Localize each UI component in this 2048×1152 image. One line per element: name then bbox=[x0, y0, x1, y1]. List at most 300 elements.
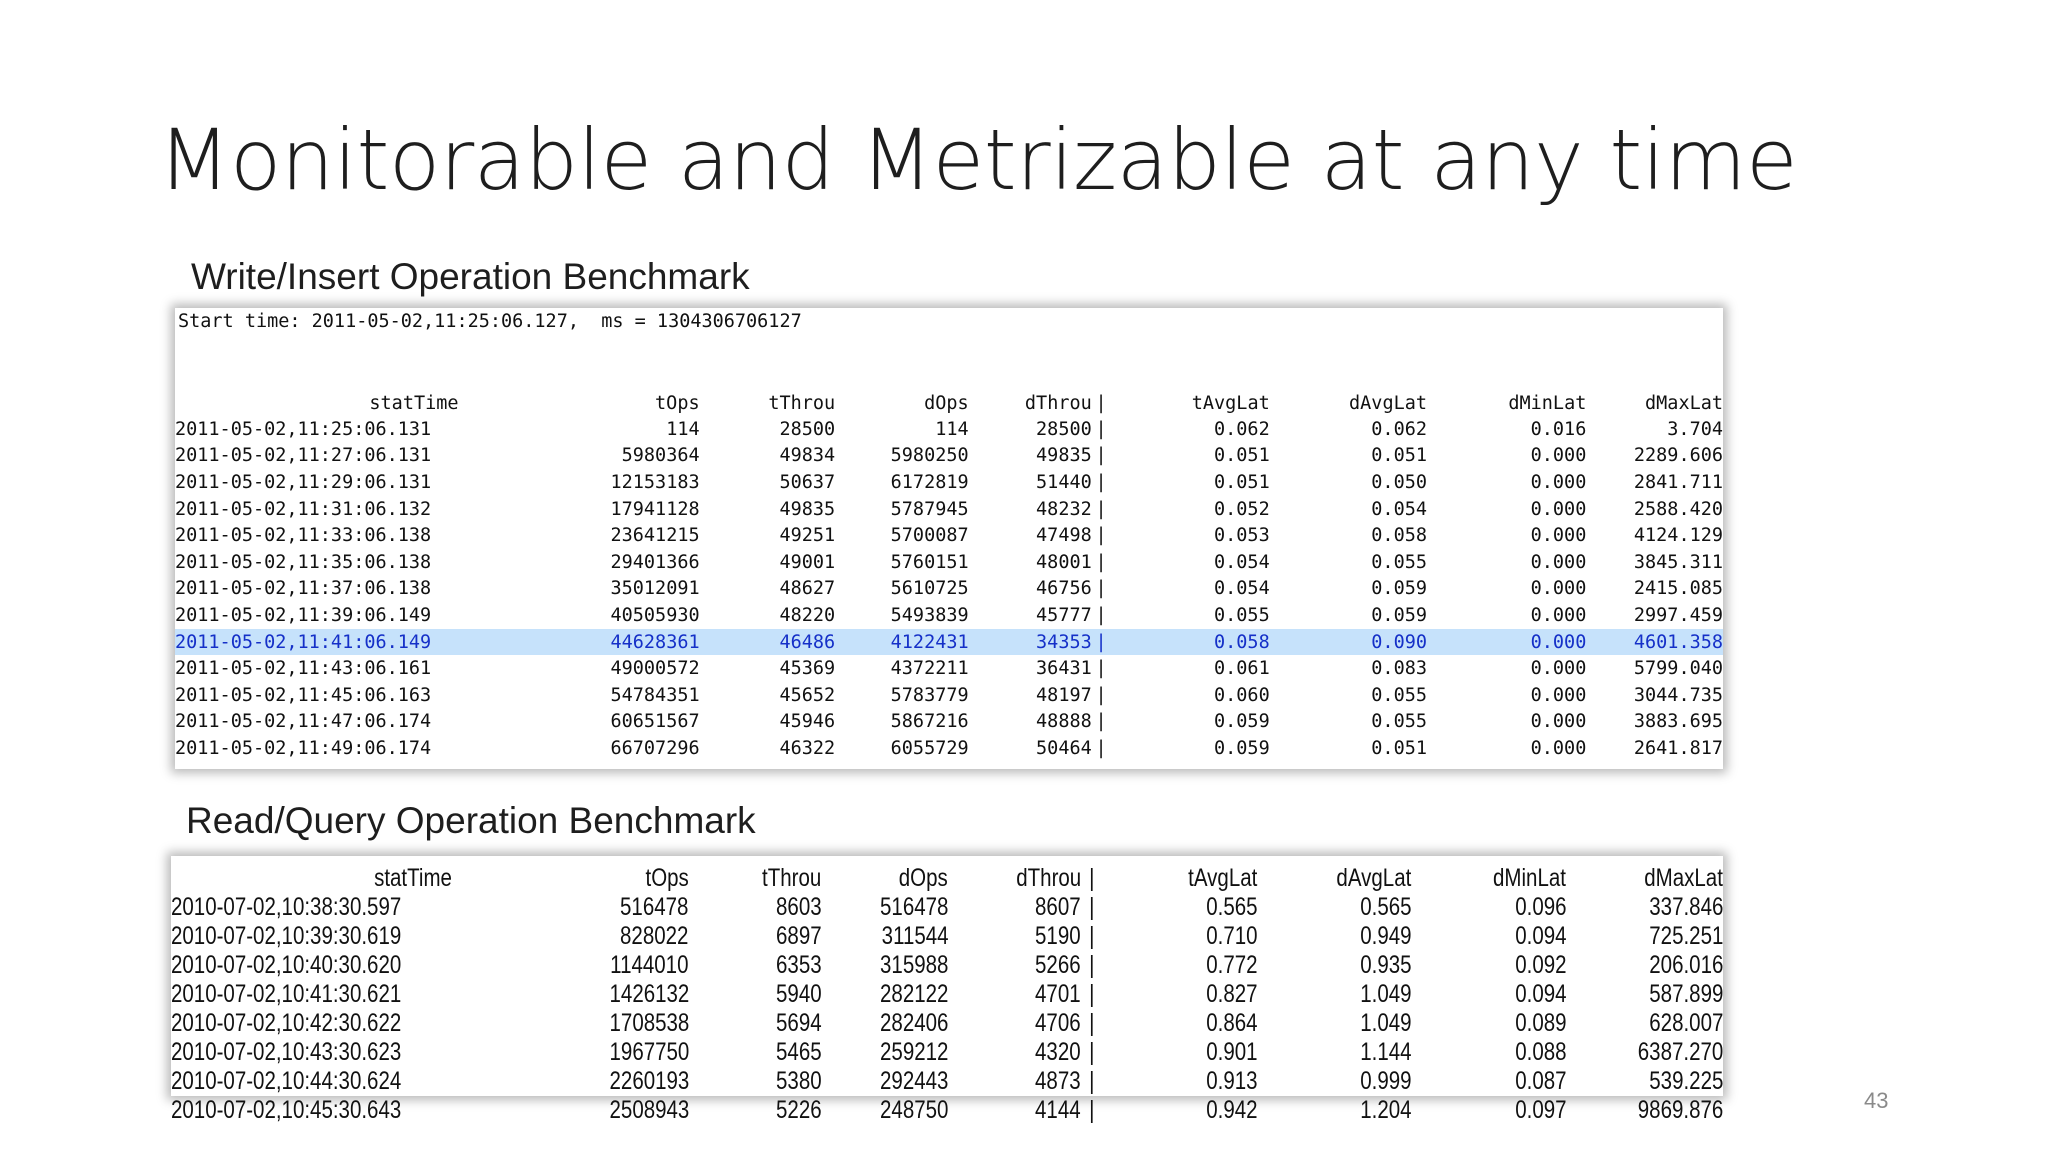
write-cell-text: 0.000 bbox=[1530, 445, 1587, 467]
write-table-cell bbox=[175, 549, 459, 576]
write-cell-text: 5980364 bbox=[621, 445, 700, 467]
read-table-cell bbox=[1412, 922, 1567, 951]
read-cell-text: 587.899 bbox=[1648, 980, 1723, 1008]
write-cell-text: | bbox=[1095, 498, 1107, 520]
read-table-cell bbox=[1412, 1096, 1567, 1125]
write-cell-text: 0.060 bbox=[1214, 684, 1270, 706]
write-cell-text: 45369 bbox=[779, 658, 836, 680]
write-table-cell bbox=[175, 469, 459, 496]
read-table-cell bbox=[1103, 893, 1258, 922]
write-table-cell bbox=[969, 629, 1092, 656]
read-cell-text: 311544 bbox=[881, 922, 949, 950]
write-table-cell bbox=[1586, 496, 1723, 523]
write-cell-text: 114 bbox=[935, 418, 969, 440]
read-table-cell bbox=[821, 1096, 948, 1125]
write-table-cell bbox=[835, 576, 968, 603]
write-cell-text: 2011-05-02,11:27:06.131 bbox=[175, 445, 432, 467]
write-cell-text: 0.000 bbox=[1530, 711, 1587, 733]
write-cell-text: 0.061 bbox=[1214, 658, 1270, 680]
read-table-cell bbox=[821, 1038, 948, 1067]
read-table-cell bbox=[1566, 1096, 1723, 1125]
read-cell-text: | bbox=[1089, 951, 1095, 979]
write-cell-text: 2588.420 bbox=[1633, 498, 1723, 520]
write-table-cell bbox=[835, 496, 968, 523]
read-cell-text: 248750 bbox=[879, 1096, 949, 1124]
write-table-cell bbox=[1110, 496, 1269, 523]
write-table-cell bbox=[1427, 709, 1586, 736]
write-cell-text: 0.051 bbox=[1371, 737, 1427, 759]
write-table-cell bbox=[459, 735, 700, 762]
read-cell-text: 5226 bbox=[775, 1096, 822, 1124]
write-cell-text: 2011-05-02,11:35:06.138 bbox=[175, 551, 432, 573]
read-cell-text: 282406 bbox=[879, 1009, 949, 1037]
write-cell-text: | bbox=[1095, 418, 1107, 440]
read-cell-text: | bbox=[1089, 980, 1095, 1008]
read-table-cell bbox=[452, 1038, 689, 1067]
write-table-cell bbox=[1586, 443, 1723, 470]
write-cell-text: | bbox=[1095, 525, 1107, 547]
write-table-cell bbox=[1110, 576, 1269, 603]
write-table-row bbox=[175, 549, 1723, 576]
write-cell-text: 3.704 bbox=[1667, 418, 1723, 440]
read-table-row bbox=[171, 1067, 1723, 1096]
read-col-header-label: dThrou bbox=[1015, 864, 1081, 892]
write-col-header-label: tOps bbox=[655, 392, 700, 414]
read-cell-text: 5190 bbox=[1035, 922, 1081, 950]
write-cell-text: 48627 bbox=[779, 578, 836, 600]
write-table-cell bbox=[1270, 549, 1427, 576]
write-table-cell bbox=[969, 709, 1092, 736]
write-cell-text: 2011-05-02,11:43:06.161 bbox=[175, 658, 432, 680]
read-col-header bbox=[689, 864, 822, 893]
read-table-cell bbox=[1412, 1038, 1567, 1067]
write-cell-text: 0.052 bbox=[1214, 498, 1270, 520]
read-table-cell bbox=[1257, 951, 1412, 980]
read-cell-text: | bbox=[1089, 1009, 1095, 1037]
slide-title: Monitorable and Metrizable at any time bbox=[158, 111, 1798, 209]
write-table-cell bbox=[1110, 443, 1269, 470]
write-table-cell bbox=[1092, 443, 1111, 470]
write-cell-text: 2289.606 bbox=[1633, 445, 1723, 467]
read-col-header-label: dOps bbox=[899, 864, 949, 892]
read-cell-text: 0.087 bbox=[1514, 1067, 1567, 1095]
read-cell-text: 259212 bbox=[879, 1038, 949, 1066]
read-benchmark-screenshot bbox=[171, 856, 1723, 1124]
write-table-cell bbox=[1586, 469, 1723, 496]
read-table-cell bbox=[1566, 1038, 1723, 1067]
write-cell-text: 45946 bbox=[779, 711, 836, 733]
read-table-cell bbox=[1566, 893, 1723, 922]
read-table-cell bbox=[1412, 980, 1567, 1009]
read-table-cell bbox=[171, 1096, 452, 1125]
read-cell-text: 2010-07-02,10:45:30.643 bbox=[171, 1096, 402, 1124]
write-cell-text: 46486 bbox=[779, 631, 836, 653]
read-col-header bbox=[948, 864, 1081, 893]
write-table-cell bbox=[1270, 655, 1427, 682]
write-table-row bbox=[175, 522, 1723, 549]
read-cell-text: 2010-07-02,10:40:30.620 bbox=[171, 951, 402, 979]
write-cell-text: 3044.735 bbox=[1633, 684, 1723, 706]
write-table-cell bbox=[700, 682, 836, 709]
read-col-header-label: dAvgLat bbox=[1336, 864, 1412, 892]
write-cell-text: | bbox=[1095, 711, 1107, 733]
read-cell-text: 0.949 bbox=[1360, 922, 1412, 950]
write-cell-text: 0.083 bbox=[1371, 658, 1427, 680]
read-cell-text: 5380 bbox=[775, 1067, 822, 1095]
write-cell-text: 17941128 bbox=[610, 498, 700, 520]
read-cell-text: 2010-07-02,10:41:30.621 bbox=[171, 980, 402, 1008]
write-table-row bbox=[175, 682, 1723, 709]
write-table-cell bbox=[175, 735, 459, 762]
write-table-cell bbox=[459, 416, 700, 443]
read-table-cell bbox=[1412, 1009, 1567, 1038]
read-cell-text: 828022 bbox=[620, 922, 689, 950]
write-cell-text: 5610725 bbox=[890, 578, 969, 600]
write-table-cell bbox=[1110, 735, 1269, 762]
write-table-cell bbox=[835, 443, 968, 470]
write-col-header-label: tAvgLat bbox=[1191, 392, 1270, 414]
read-table-cell bbox=[1081, 893, 1103, 922]
read-col-header bbox=[1081, 864, 1103, 893]
read-cell-text: 1708538 bbox=[609, 1009, 689, 1037]
write-table-cell bbox=[1586, 576, 1723, 603]
read-table-cell bbox=[1103, 922, 1258, 951]
read-table-cell bbox=[821, 1067, 948, 1096]
read-cell-text: 0.565 bbox=[1205, 893, 1258, 921]
read-table-cell bbox=[171, 893, 452, 922]
read-col-header-label: tThrou bbox=[762, 864, 822, 892]
read-table-cell bbox=[1412, 951, 1567, 980]
write-table-cell bbox=[1427, 629, 1586, 656]
read-cell-text: 0.092 bbox=[1514, 951, 1567, 979]
read-cell-text: 0.942 bbox=[1205, 1096, 1258, 1124]
write-cell-text: 5867216 bbox=[890, 711, 969, 733]
read-table-cell bbox=[948, 1096, 1081, 1125]
write-table-cell bbox=[459, 443, 700, 470]
write-table-cell bbox=[1586, 416, 1723, 443]
write-table-cell bbox=[1427, 549, 1586, 576]
write-table-cell bbox=[1427, 682, 1586, 709]
read-cell-text: 0.094 bbox=[1514, 922, 1567, 950]
read-cell-text: 0.088 bbox=[1514, 1038, 1567, 1066]
write-cell-text: 2011-05-02,11:37:06.138 bbox=[175, 578, 432, 600]
write-col-header bbox=[969, 390, 1092, 416]
write-table-cell bbox=[1270, 629, 1427, 656]
write-table-cell bbox=[700, 522, 836, 549]
write-cell-text: 0.000 bbox=[1530, 684, 1587, 706]
read-col-header bbox=[821, 864, 948, 893]
read-cell-text: 0.096 bbox=[1514, 893, 1567, 921]
write-table-cell bbox=[835, 735, 968, 762]
write-cell-text: 45652 bbox=[779, 684, 836, 706]
write-table-cell bbox=[1270, 682, 1427, 709]
write-table-cell bbox=[1092, 496, 1111, 523]
write-table-cell bbox=[1270, 496, 1427, 523]
read-cell-text: 1.144 bbox=[1360, 1038, 1412, 1066]
write-cell-text: 4601.358 bbox=[1633, 631, 1723, 653]
write-col-header bbox=[1110, 390, 1269, 416]
read-table-cell bbox=[948, 1038, 1081, 1067]
write-cell-text: 2011-05-02,11:45:06.163 bbox=[175, 684, 432, 706]
write-table-cell bbox=[459, 469, 700, 496]
write-table-cell bbox=[175, 443, 459, 470]
read-table-cell bbox=[171, 980, 452, 1009]
read-cell-text: 725.251 bbox=[1648, 922, 1723, 950]
write-cell-text: 0.059 bbox=[1214, 711, 1270, 733]
read-table-cell bbox=[821, 951, 948, 980]
write-table-cell bbox=[459, 496, 700, 523]
write-cell-text: 66707296 bbox=[610, 737, 700, 759]
read-col-header-label: | bbox=[1089, 864, 1095, 892]
read-table-cell bbox=[1081, 1009, 1103, 1038]
write-cell-text: 28500 bbox=[1036, 418, 1092, 440]
write-table-cell bbox=[1427, 602, 1586, 629]
read-col-header bbox=[1103, 864, 1258, 893]
write-cell-text: | bbox=[1095, 631, 1107, 653]
write-cell-text: 50637 bbox=[779, 471, 836, 493]
write-cell-text: 2011-05-02,11:49:06.174 bbox=[175, 737, 432, 759]
write-table-cell bbox=[1110, 629, 1269, 656]
write-cell-text: 34353 bbox=[1036, 631, 1092, 653]
write-table-cell bbox=[1110, 522, 1269, 549]
read-table-cell bbox=[1412, 1067, 1567, 1096]
read-cell-text: 628.007 bbox=[1648, 1009, 1723, 1037]
write-table-cell bbox=[700, 602, 836, 629]
write-cell-text: 35012091 bbox=[610, 578, 700, 600]
read-table-cell bbox=[1081, 980, 1103, 1009]
write-table-cell bbox=[835, 549, 968, 576]
read-table-cell bbox=[821, 980, 948, 1009]
write-benchmark-heading: Write/Insert Operation Benchmark bbox=[191, 256, 750, 297]
write-cell-text: 0.051 bbox=[1214, 445, 1270, 467]
read-cell-text: | bbox=[1089, 1067, 1095, 1095]
write-col-header bbox=[1092, 390, 1111, 416]
read-table-cell bbox=[1103, 1096, 1258, 1125]
write-table-cell bbox=[459, 549, 700, 576]
write-table-cell bbox=[1270, 469, 1427, 496]
write-table-cell bbox=[969, 416, 1092, 443]
write-cell-text: 0.000 bbox=[1530, 525, 1587, 547]
read-cell-text: 6387.270 bbox=[1637, 1038, 1723, 1066]
read-table-cell bbox=[171, 1038, 452, 1067]
read-table-cell bbox=[1103, 1009, 1258, 1038]
read-table-cell bbox=[452, 893, 689, 922]
write-col-header-label: dOps bbox=[924, 392, 969, 414]
read-table-cell bbox=[452, 980, 689, 1009]
write-cell-text: 0.000 bbox=[1530, 578, 1587, 600]
write-benchmark-table bbox=[175, 390, 1723, 762]
read-cell-text: 315988 bbox=[879, 951, 949, 979]
read-cell-text: 4144 bbox=[1035, 1096, 1081, 1124]
read-col-header bbox=[1412, 864, 1567, 893]
read-table-cell bbox=[689, 893, 822, 922]
read-cell-text: 206.016 bbox=[1648, 951, 1723, 979]
write-cell-text: 0.055 bbox=[1214, 604, 1270, 626]
write-table-cell bbox=[835, 469, 968, 496]
read-table-cell bbox=[948, 1009, 1081, 1038]
write-table-cell bbox=[700, 496, 836, 523]
read-table-cell bbox=[1257, 980, 1412, 1009]
write-table-cell bbox=[700, 416, 836, 443]
write-col-header-label: tThrou bbox=[768, 392, 836, 414]
read-table-row bbox=[171, 893, 1723, 922]
write-table-cell bbox=[1586, 549, 1723, 576]
write-col-header-label: | bbox=[1095, 392, 1107, 414]
write-table-cell bbox=[1092, 682, 1111, 709]
write-table-cell bbox=[1586, 709, 1723, 736]
write-cell-text: 49251 bbox=[779, 525, 836, 547]
read-cell-text: 0.913 bbox=[1205, 1067, 1258, 1095]
write-cell-text: 48001 bbox=[1036, 551, 1092, 573]
write-cell-text: 0.053 bbox=[1214, 525, 1270, 547]
write-table-cell bbox=[969, 576, 1092, 603]
write-table-row bbox=[175, 443, 1723, 470]
write-table-cell bbox=[969, 602, 1092, 629]
read-table-cell bbox=[171, 922, 452, 951]
write-table-cell bbox=[459, 522, 700, 549]
write-table-cell bbox=[175, 655, 459, 682]
write-cell-text: | bbox=[1095, 578, 1107, 600]
write-cell-text: 5700087 bbox=[890, 525, 969, 547]
write-table-cell bbox=[459, 602, 700, 629]
read-cell-text: 0.901 bbox=[1205, 1038, 1258, 1066]
write-cell-text: 40505930 bbox=[610, 604, 700, 626]
write-cell-text: 3883.695 bbox=[1633, 711, 1723, 733]
write-cell-text: 3845.311 bbox=[1633, 551, 1723, 573]
write-table-row bbox=[175, 576, 1723, 603]
write-cell-text: 2997.459 bbox=[1633, 604, 1723, 626]
read-cell-text: 1426132 bbox=[609, 980, 689, 1008]
read-table-cell bbox=[689, 951, 822, 980]
write-table-cell bbox=[969, 682, 1092, 709]
write-table-cell bbox=[1110, 549, 1269, 576]
write-table-cell bbox=[835, 655, 968, 682]
write-cell-text: 0.000 bbox=[1530, 631, 1587, 653]
read-col-header-label: tAvgLat bbox=[1188, 864, 1258, 892]
read-table-cell bbox=[1257, 1009, 1412, 1038]
read-table-cell bbox=[1257, 1096, 1412, 1125]
read-cell-text: 0.864 bbox=[1205, 1009, 1258, 1037]
page-number: 43 bbox=[1864, 1088, 1889, 1113]
read-table-cell bbox=[948, 922, 1081, 951]
read-cell-text: 516478 bbox=[879, 893, 949, 921]
write-table-cell bbox=[175, 709, 459, 736]
read-cell-text: 539.225 bbox=[1648, 1067, 1723, 1095]
write-cell-text: | bbox=[1095, 737, 1107, 759]
write-cell-text: 2841.711 bbox=[1633, 471, 1723, 493]
read-table-cell bbox=[1566, 951, 1723, 980]
read-cell-text: 0.772 bbox=[1205, 951, 1258, 979]
read-cell-text: 1.204 bbox=[1360, 1096, 1412, 1124]
read-table-cell bbox=[1103, 951, 1258, 980]
write-table-cell bbox=[1586, 655, 1723, 682]
write-table-cell bbox=[175, 629, 459, 656]
read-table-cell bbox=[452, 1067, 689, 1096]
write-cell-text: 0.054 bbox=[1371, 498, 1427, 520]
write-cell-text: 0.051 bbox=[1371, 445, 1427, 467]
write-table-cell bbox=[1586, 735, 1723, 762]
write-table-cell bbox=[459, 709, 700, 736]
write-table-cell bbox=[1092, 735, 1111, 762]
read-table-cell bbox=[452, 1009, 689, 1038]
read-cell-text: 6353 bbox=[775, 951, 822, 979]
read-cell-text: 0.089 bbox=[1514, 1009, 1567, 1037]
write-table-cell bbox=[1270, 443, 1427, 470]
write-table-cell bbox=[1586, 682, 1723, 709]
read-table-cell bbox=[171, 1009, 452, 1038]
write-table-cell bbox=[1092, 549, 1111, 576]
read-cell-text: 0.999 bbox=[1360, 1067, 1412, 1095]
read-table-cell bbox=[171, 951, 452, 980]
read-table-cell bbox=[689, 1096, 822, 1125]
read-cell-text: 8607 bbox=[1035, 893, 1081, 921]
write-cell-text: 6172819 bbox=[890, 471, 969, 493]
read-cell-text: 2010-07-02,10:38:30.597 bbox=[171, 893, 402, 921]
write-cell-text: 2011-05-02,11:41:06.149 bbox=[175, 631, 432, 653]
write-table-cell bbox=[1270, 416, 1427, 443]
write-cell-text: 2011-05-02,11:39:06.149 bbox=[175, 604, 432, 626]
write-table-cell bbox=[700, 629, 836, 656]
write-cell-text: 5787945 bbox=[890, 498, 969, 520]
write-table-cell bbox=[1110, 416, 1269, 443]
write-table-cell bbox=[459, 629, 700, 656]
read-table-cell bbox=[821, 893, 948, 922]
read-table-cell bbox=[1566, 922, 1723, 951]
read-cell-text: 2010-07-02,10:39:30.619 bbox=[171, 922, 402, 950]
write-table-cell bbox=[1270, 602, 1427, 629]
write-table-cell bbox=[700, 709, 836, 736]
write-table-cell bbox=[700, 469, 836, 496]
write-table-cell bbox=[175, 416, 459, 443]
write-table-row bbox=[175, 469, 1723, 496]
write-table-cell bbox=[700, 443, 836, 470]
read-table-cell bbox=[948, 980, 1081, 1009]
read-table-cell bbox=[1412, 893, 1567, 922]
read-table-cell bbox=[821, 1009, 948, 1038]
write-table-cell bbox=[1110, 682, 1269, 709]
write-table-cell bbox=[835, 682, 968, 709]
read-cell-text: 2508943 bbox=[609, 1096, 689, 1124]
read-benchmark-table bbox=[171, 864, 1723, 1125]
write-cell-text: 0.059 bbox=[1214, 737, 1270, 759]
read-col-header bbox=[1566, 864, 1723, 893]
read-cell-text: 4701 bbox=[1035, 980, 1081, 1008]
read-table-cell bbox=[1257, 922, 1412, 951]
read-cell-text: 2010-07-02,10:43:30.623 bbox=[171, 1038, 402, 1066]
read-table-cell bbox=[948, 1067, 1081, 1096]
read-table-cell bbox=[1566, 980, 1723, 1009]
write-cell-text: 5760151 bbox=[890, 551, 969, 573]
read-table-cell bbox=[1081, 1067, 1103, 1096]
write-cell-text: 5980250 bbox=[890, 445, 969, 467]
read-cell-text: | bbox=[1089, 893, 1095, 921]
write-cell-text: 0.000 bbox=[1530, 658, 1587, 680]
write-cell-text: 48888 bbox=[1036, 711, 1092, 733]
write-cell-text: 50464 bbox=[1036, 737, 1092, 759]
write-cell-text: 2011-05-02,11:29:06.131 bbox=[175, 471, 432, 493]
write-cell-text: 0.059 bbox=[1371, 604, 1427, 626]
write-table-cell bbox=[969, 549, 1092, 576]
read-table-cell bbox=[689, 1038, 822, 1067]
read-table-cell bbox=[689, 980, 822, 1009]
write-table-row bbox=[175, 416, 1723, 443]
write-table-cell bbox=[175, 576, 459, 603]
write-col-header bbox=[835, 390, 968, 416]
write-table-cell bbox=[835, 629, 968, 656]
write-cell-text: 0.062 bbox=[1371, 418, 1427, 440]
read-cell-text: | bbox=[1089, 922, 1095, 950]
write-table-cell bbox=[1110, 709, 1269, 736]
